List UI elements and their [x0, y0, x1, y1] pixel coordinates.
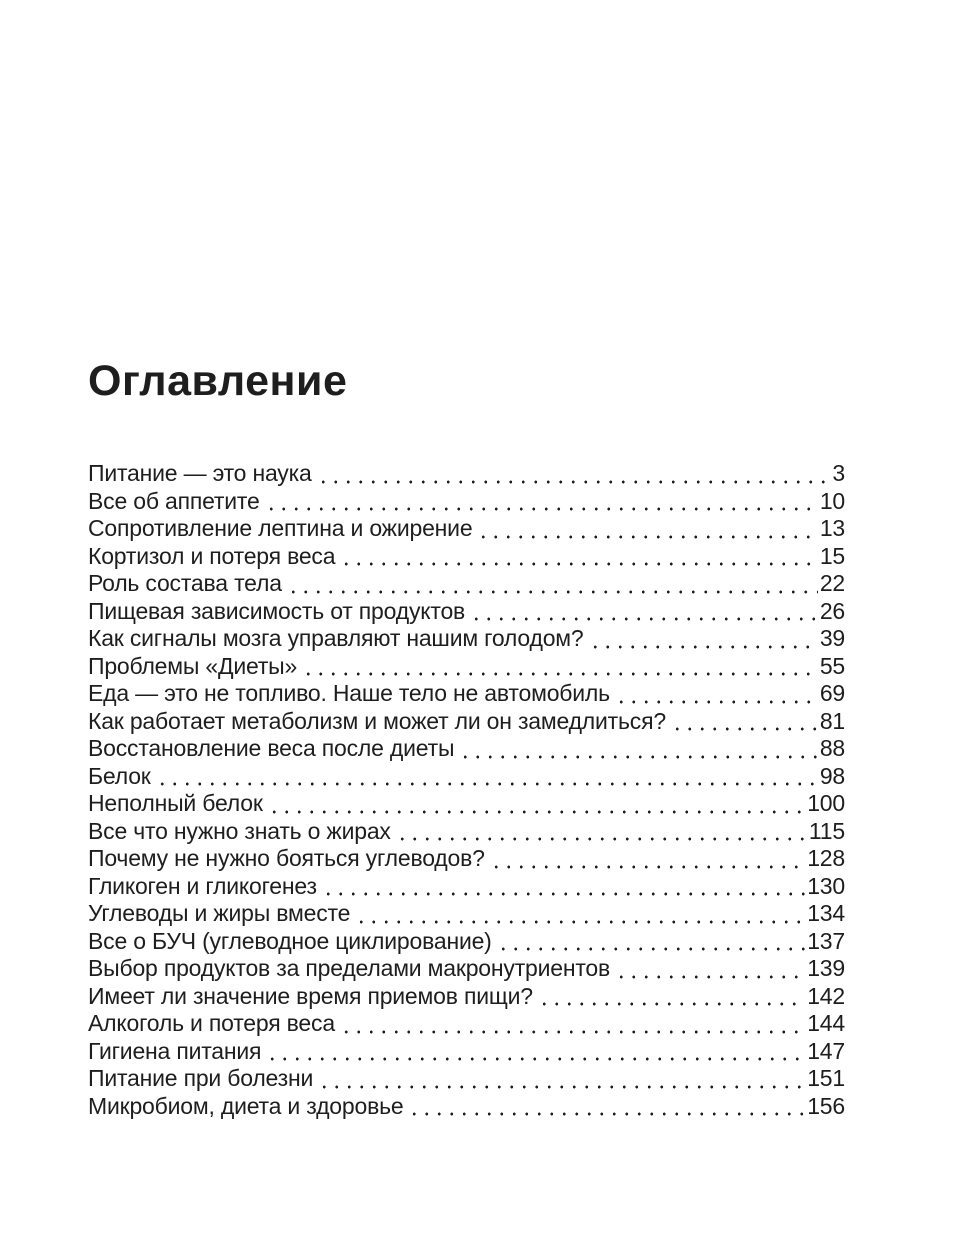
toc-entry: [88, 598, 845, 626]
toc-entry: [88, 735, 845, 763]
toc-entry-page: 134: [807, 900, 845, 926]
toc-entry-page: 144: [807, 1010, 845, 1036]
toc-entry: [88, 1065, 845, 1093]
toc-entry: [88, 845, 845, 873]
toc-list: [88, 460, 845, 1120]
toc-entry: [88, 955, 845, 983]
toc-entry-title: Имеет ли значение время приемов пищи?: [88, 982, 533, 1009]
toc-entry-title: Как сигналы мозга управляют нашим голодом?: [88, 625, 584, 651]
toc-entry-title: Микробиом, диета и здоровье: [88, 1092, 404, 1119]
toc-entry: [88, 680, 845, 708]
toc-entry-page: 15: [819, 542, 845, 569]
toc-entry: [88, 1093, 845, 1121]
toc-entry-title: Пищевая зависимость от продуктов: [88, 597, 466, 624]
toc-entry: [88, 763, 845, 791]
toc-entry-title: Гликоген и гликогенез: [88, 872, 317, 899]
toc-leader-dots: [396, 837, 807, 841]
toc-entry: [88, 873, 845, 901]
toc-entry-title: Все что нужно знать о жирах: [88, 817, 391, 844]
toc-entry-page: 26: [819, 597, 845, 624]
toc-entry-title: Кортизол и потеря веса: [88, 542, 336, 569]
toc-leader-dots: [268, 810, 806, 814]
toc-leader-dots: [340, 562, 818, 566]
toc-entry-page: 98: [819, 762, 845, 789]
toc-entry-page: 156: [807, 1092, 845, 1119]
toc-leader-dots: [318, 1085, 805, 1089]
toc-leader-dots: [302, 672, 818, 676]
toc-entry-page: 13: [819, 515, 845, 541]
toc-leader-dots: [459, 755, 818, 759]
toc-entry-page: 139: [807, 955, 845, 981]
toc-leader-dots: [538, 1002, 805, 1006]
toc-entry: [88, 708, 845, 736]
toc-leader-dots: [322, 892, 805, 896]
toc-entry-page: 137: [807, 927, 845, 954]
toc-entry: [88, 1038, 845, 1066]
toc-entry-page: 22: [819, 570, 845, 596]
toc-leader-dots: [497, 947, 806, 951]
toc-entry: [88, 653, 845, 681]
toc-entry-page: 147: [807, 1037, 845, 1064]
toc-entry-title: Белок: [88, 762, 151, 789]
toc-leader-dots: [156, 782, 818, 786]
toc-leader-dots: [615, 700, 818, 704]
toc-leader-dots: [317, 480, 831, 484]
toc-leader-dots: [615, 975, 805, 979]
toc-entry-title: Еда — это не топливо. Наше тело не автомобиль: [88, 680, 610, 706]
toc-entry-title: Все об аппетите: [88, 487, 260, 514]
toc-entry-page: 130: [807, 872, 845, 899]
toc-entry-title: Углеводы и жиры вместе: [88, 900, 351, 926]
toc-entry: [88, 900, 845, 928]
toc-leader-dots: [490, 865, 806, 869]
toc-entry-title: Гигиена питания: [88, 1037, 262, 1064]
toc-entry-page: 88: [819, 735, 845, 761]
toc-entry-title: Питание при болезни: [88, 1065, 314, 1091]
toc-entry: [88, 928, 845, 956]
page-title: Оглавление: [88, 357, 348, 405]
toc-entry-title: Проблемы «Диеты»: [88, 652, 298, 679]
toc-leader-dots: [340, 1030, 805, 1034]
toc-entry-title: Выбор продуктов за пределами макронутриентов: [88, 955, 611, 981]
toc-entry: [88, 488, 845, 516]
toc-entry-page: 142: [807, 982, 845, 1009]
toc-entry: [88, 570, 845, 598]
toc-entry-title: Питание — это наука: [88, 460, 312, 486]
toc-entry-page: 81: [819, 707, 845, 734]
toc-leader-dots: [477, 535, 817, 539]
toc-leader-dots: [266, 1057, 805, 1061]
toc-entry: [88, 790, 845, 818]
toc-leader-dots: [589, 645, 818, 649]
toc-entry-page: 151: [807, 1065, 845, 1091]
toc-entry: [88, 515, 845, 543]
toc-entry-title: Восстановление веса после диеты: [88, 735, 455, 761]
toc-entry: [88, 983, 845, 1011]
toc-entry-title: Алкоголь и потеря веса: [88, 1010, 335, 1036]
toc-entry-page: 69: [819, 680, 845, 706]
toc-entry-page: 55: [819, 652, 845, 679]
toc-entry: [88, 818, 845, 846]
toc-entry-title: Как работает метаболизм и может ли он замедлиться?: [88, 707, 666, 734]
toc-entry: [88, 1010, 845, 1038]
toc-entry-page: 115: [808, 817, 845, 844]
toc-entry-page: 128: [807, 845, 845, 871]
toc-entry-page: 100: [807, 790, 845, 816]
toc-leader-dots: [470, 617, 818, 621]
toc-entry-title: Сопротивление лептина и ожирение: [88, 515, 473, 541]
toc-entry: [88, 543, 845, 571]
toc-entry: [88, 625, 845, 653]
toc-leader-dots: [265, 507, 818, 511]
toc-entry-page: 10: [819, 487, 845, 514]
toc-leader-dots: [355, 920, 805, 924]
toc-entry-page: 3: [832, 460, 845, 486]
toc-entry-title: Роль состава тела: [88, 570, 282, 596]
toc-entry-title: Неполный белок: [88, 790, 263, 816]
toc-entry-title: Все о БУЧ (углеводное циклирование): [88, 927, 492, 954]
toc-leader-dots: [287, 590, 818, 594]
toc-entry: [88, 460, 845, 488]
toc-entry-title: Почему не нужно бояться углеводов?: [88, 845, 485, 871]
toc-leader-dots: [671, 727, 818, 731]
toc-entry-page: 39: [819, 625, 845, 651]
toc-leader-dots: [408, 1112, 805, 1116]
